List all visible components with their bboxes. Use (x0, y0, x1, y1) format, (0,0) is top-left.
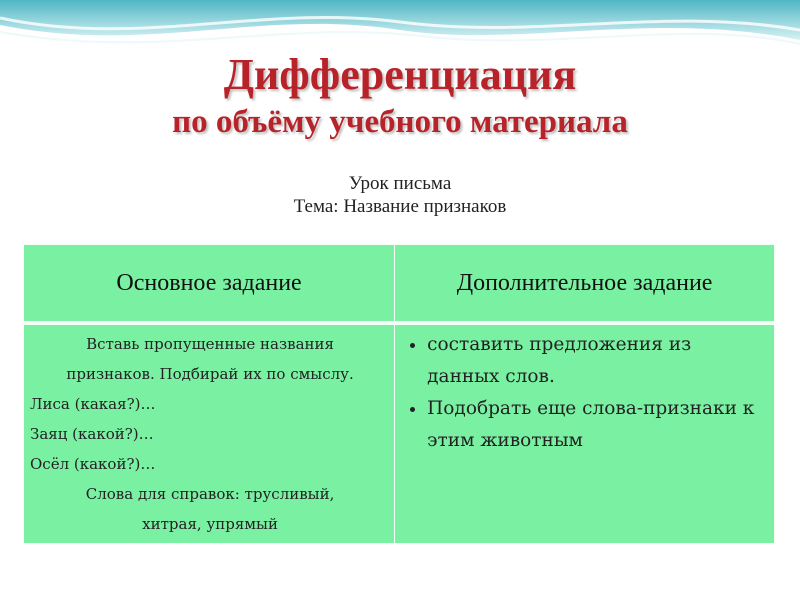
title-subtitle: по объёму учебного материала (172, 104, 628, 140)
lesson-topic: Тема: Название признаков (293, 196, 507, 217)
lesson-info (230, 172, 570, 218)
task-table (23, 244, 775, 544)
main-task-cell (24, 323, 395, 544)
task-intro-line: Вставь пропущенные названия (86, 335, 335, 353)
table-header-row (24, 245, 775, 324)
task-item: Лиса (какая?)… (30, 395, 156, 413)
lesson-type: Урок письма (348, 173, 452, 194)
reference-words-line: Слова для справок: трусливый, (85, 485, 335, 503)
slide-title (0, 50, 800, 142)
table-row (24, 323, 775, 544)
task-item: Заяц (какой?)… (30, 425, 154, 443)
header-main-task: Основное задание (24, 245, 395, 324)
extra-task-list (401, 329, 766, 457)
extra-task-cell (395, 323, 775, 544)
list-item: • Подобрать еще слова-признаки к этим животным (427, 393, 766, 457)
reference-words-line: хитрая, упрямый (142, 515, 278, 533)
list-item: • составить предложения из данных слов. (427, 329, 766, 393)
title-main: Дифференциация (223, 50, 577, 99)
task-item: Осёл (какой?)… (30, 455, 156, 473)
header-extra-task: Дополнительное задание (395, 245, 775, 324)
task-intro-line: признаков. Подбирай их по смыслу. (66, 365, 354, 383)
